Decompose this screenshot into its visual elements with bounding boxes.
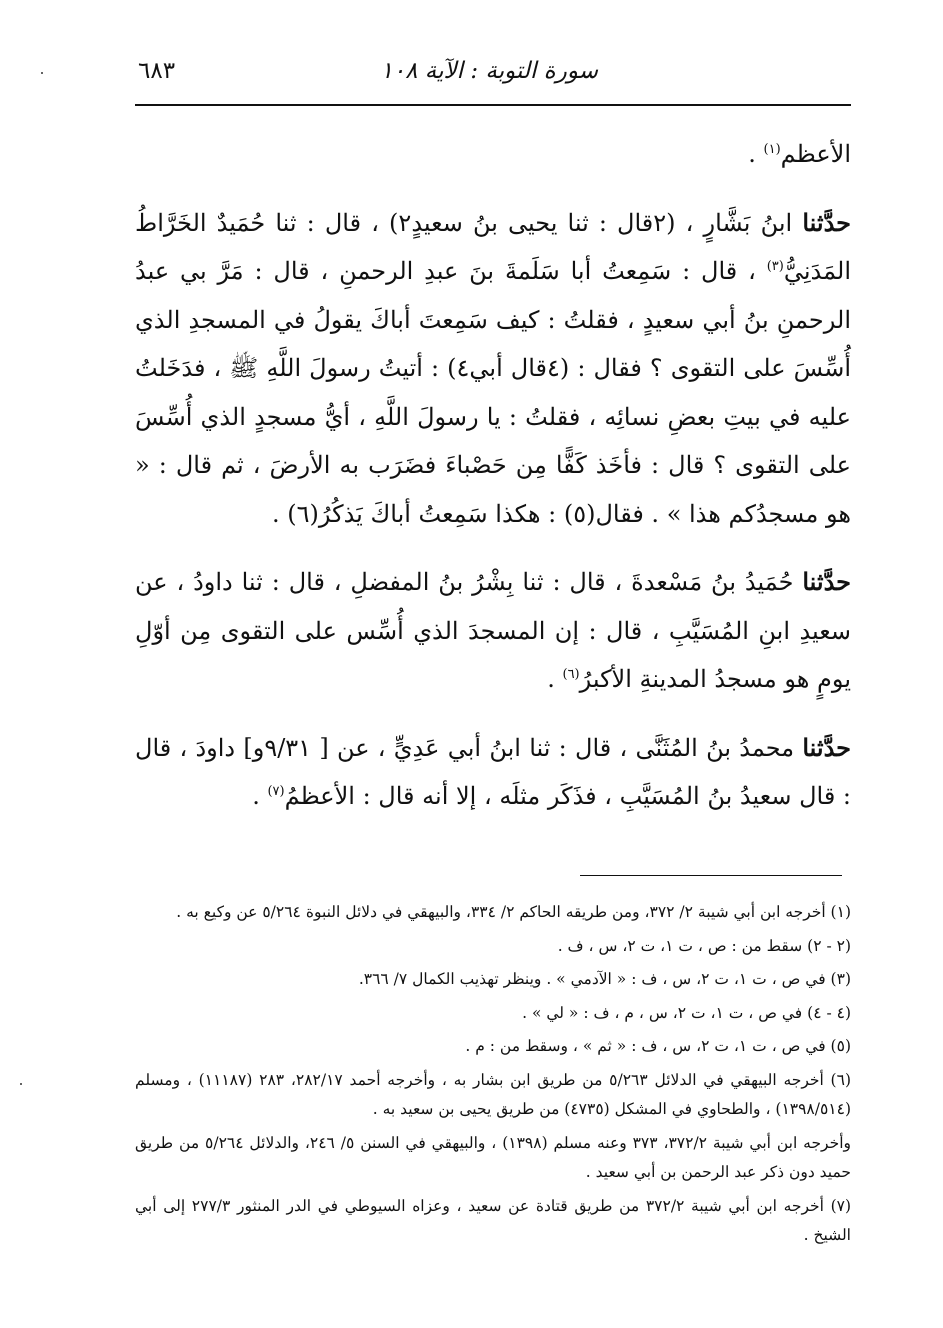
paragraph-text: الأعظم (780, 140, 851, 168)
footnote: (٥) في ص ، ت ١، ت ٢، س ، ف : « ثم » ، وسقط من : م . (465, 1037, 851, 1055)
scan-speck (41, 72, 43, 74)
paragraph (135, 558, 851, 704)
footnote-ref: (٣) (766, 259, 784, 274)
paragraph-tail: . (252, 782, 268, 810)
paragraph-text: حُمَيدُ بنُ مَسْعدةَ ، قال : ثنا بِشْرُ بنُ المفضلِ ، قال : ثنا داودُ ، عن سعيدِ ابنِ المُسَيَّبِ ، قال : إن المسجدَ الذي أُسِّس على التقوى مِن أوّلِ يومٍ هو مسجدُ المدينةِ الأكبرُ (135, 568, 851, 693)
paragraph (135, 724, 851, 821)
paragraph-tail: . (748, 140, 764, 168)
paragraph (135, 130, 851, 179)
paragraph-lead: حدَّثنا (802, 207, 851, 237)
paragraph-text: ابنُ بَشَّارٍ ، (٢قال : ثنا يحيى بنُ سعيدٍ٢) ، قال : ثنا حُمَيدٌ الخَرَّاطُ المَدَنِيُّ (135, 208, 851, 285)
footnote: (٧) أخرجه ابن أبي شيبة ٣٧٢/٢ من طريق قتادة عن سعيد ، وعزاه السيوطي في الدر المنثور ٢٧٧/٣ إلى أبي الشيخ . (135, 1196, 852, 1244)
footnote-ref: (٦) (562, 667, 580, 682)
footnote-separator (580, 875, 842, 876)
footnote: (١) أخرجه ابن أبي شيبة ٢/ ٣٧٢، ومن طريقه الحاكم ٢/ ٣٣٤، والبيهقي في دلائل النبوة ٥/٢٦٤ عن وكيع به . (176, 903, 851, 921)
footnote: (٤ - ٤) في ص ، ت ١، ت ٢، س ، م ، ف : « لي » . (522, 1003, 851, 1022)
paragraph-text: محمدُ بنُ المُثَنَّى ، قال : ثنا ابنُ أبي عَدِيٍّ ، عن [ ٩/٣١و] داودَ ، قال : قال سعيدُ بنُ المُسَيَّبِ ، فذَكَر مثلَه ، إلا أنه قال : الأعظمُ (135, 733, 851, 810)
footnote-ref: (٧) (267, 784, 285, 799)
footnote: (٦) أخرجه البيهقي في الدلائل ٥/٢٦٣ من طريق ابن بشار به ، وأخرجه أحمد ٢٨٢/١٧، ٢٨٣ (١١١٨٧) ، ومسلم (١٣٩٨/٥١٤) ، والطحاوي في المشكل (٤٧٣٥) من طريق يحيى بن سعيد به . (135, 1070, 851, 1118)
footnotes (135, 898, 851, 1255)
paragraph (135, 199, 851, 539)
surah-title: سورة التوبة : الآية ١٠٨ (380, 58, 598, 84)
paragraph-lead: حدَّثنا (802, 567, 851, 596)
footnote: (٣) في ص ، ت ١، ت ٢، س ، ف : « الآدمي » . وينظر تهذيب الكمال ٧/ ٣٦٦. (358, 970, 851, 988)
footnote-continuation: وأخرجه ابن أبي شيبة ٣٧٢/٢، ٣٧٣ وعنه مسلم (١٣٩٨) ، والبيهقي في السنن ٥/ ٢٤٦، والدلائل ٥/٢٦٤ من طريق حميد دون ذكر عبد الرحمن بن أبي سعيد . (135, 1133, 851, 1181)
scan-speck (20, 1083, 22, 1085)
footnote: (٢ - ٢) سقط من : ص ، ت ١، ت ٢، س ، ف . (557, 936, 851, 955)
paragraph-lead: حدَّثنا (802, 732, 852, 762)
paragraph-tail: ، قال : سَمِعتُ أبا سَلَمةَ بنَ عبدِ الرحمنِ ، قال : مَرَّ بي عبدُ الرحمنِ بنُ أبي سعيدٍ ، فقلتُ : كيف سَمِعتَ أباكَ يقولُ في المسجدِ الذي أُسِّسَ على التقوى ؟ فقال : (٤قال أبي٤) : أتيتُ رسولَ اللَّهِ ﷺ ، فدَخَلتُ عليه في بيتِ بعضِ نسائِه ، فقلتُ : يا رسولَ اللَّهِ ، أيُّ مسجدٍ الذي أُسِّسَ على التقوى ؟ قال : فأخَذ كَفًّا مِن حَصْباءَ فضَرَب به الأرضَ ، ثم قال : « هو مسجدُكم هذا » . فقال(٥) : هكذا سَمِعتُ أباكَ يَذكُرُ(٦) . (135, 257, 852, 528)
main-text (135, 130, 851, 841)
footnote-ref: (١) (763, 142, 781, 157)
header-rule (135, 104, 851, 106)
running-header (138, 58, 848, 98)
page-number: ٦٨٣ (138, 58, 176, 84)
paragraph-tail: . (547, 665, 563, 693)
